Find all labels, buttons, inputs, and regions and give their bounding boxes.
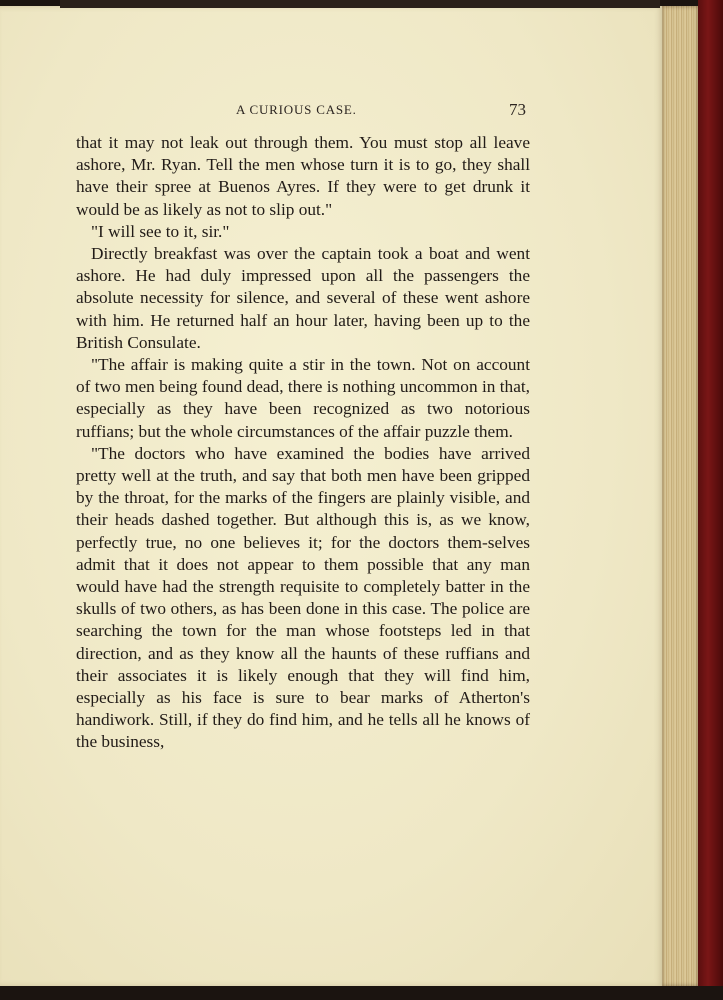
paragraph-3: Directly breakfast was over the captain took a boat and went ashore. He had duly impressed upon all the passengers the absolute necessity for silence, and several of these went ashore with him. He returned half an hour later, having been up to the British Consulate. xyxy=(76,244,530,352)
paragraph-2: "I will see to it, sir." xyxy=(91,221,230,241)
page-stack-edges xyxy=(662,6,698,986)
page-header xyxy=(0,100,664,124)
top-shadow-edge xyxy=(60,0,660,8)
book-cover-edge xyxy=(698,0,723,1000)
page-number: 73 xyxy=(509,100,526,119)
paragraph-1: that it may not leak out through them. You must stop all leave ashore, Mr. Ryan. Tell the men whose turn it is to go, they shall have their spree at Buenos Ayres. If they were to get drunk it would be as likely as not to slip out." xyxy=(76,133,530,219)
paragraph-5: "The doctors who have examined the bodies have arrived pretty well at the truth, and say that both men have been gripped by the throat, for the marks of the fingers are plainly visible, and their heads dashed together. But although this is, as we know, perfectly true, no one believes it; for the doctors them-selves admit that it does not appear to them possible that any man would have had the strength requisite to completely batter in the skulls of two others, as has been done in this case. The police are searching the town for the man whose footsteps led in that direction, and as they know all the haunts of these ruffians and their associates it is likely enough that they will find him, especially as his face is sure to bear marks of Atherton's handiwork. Still, if they do find him, and he tells all he knows of the business, xyxy=(76,443,530,752)
body-text xyxy=(76,132,530,754)
paragraph-4: "The affair is making quite a stir in the town. Not on account of two men being found dead, there is nothing uncommon in that, especially as they have been recognized as two notorious ruffians; but the whole circumstances of the affair puzzle them. xyxy=(76,355,530,441)
running-title: A CURIOUS CASE. xyxy=(236,102,357,117)
bottom-shadow-edge xyxy=(0,986,723,1000)
